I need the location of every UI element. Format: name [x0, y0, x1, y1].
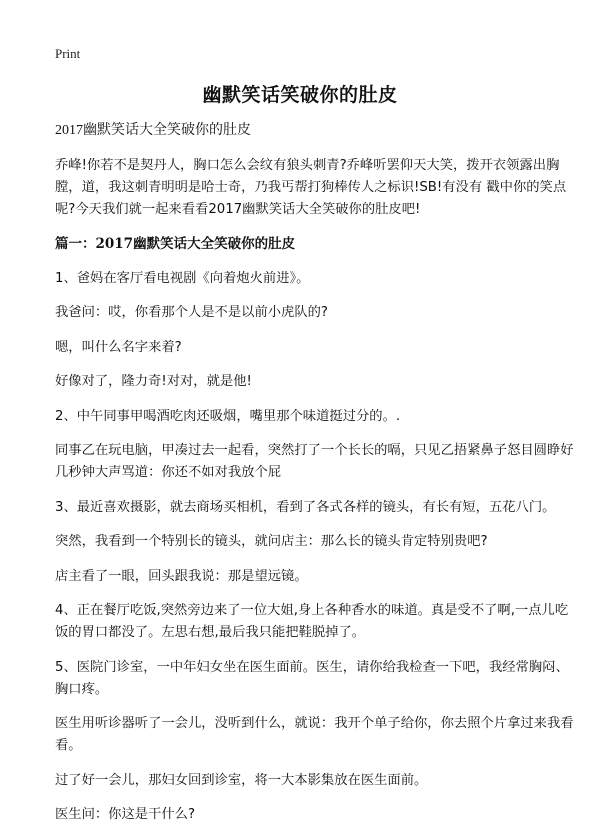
print-link[interactable]: Print — [55, 46, 81, 61]
paragraph: 嗯，叫什么名字来着? — [55, 339, 182, 355]
paragraph: 医生问：你这是干什么? — [55, 807, 196, 822]
paragraph: 我爸问：哎，你看那个人是不是以前小虎队的? — [55, 305, 328, 320]
page-title: 幽默笑话笑破你的肚皮 — [202, 84, 398, 106]
intro-paragraph: 乔峰!你若不是契丹人，胸口怎么会纹有狼头刺青?乔峰听罢仰天大笑，拨开衣领露出胸膛，道，我这刺青明明是哈士奇，乃我丐帮打狗棒传人之标识!SB!有没有 戳中你的笑点呢?今天我们就一起来看看2017幽默笑话大全笑破你的肚皮吧! — [55, 157, 567, 217]
paragraph: 1、爸妈在客厅看电视剧《向着炮火前进》。 — [55, 270, 310, 286]
paragraph: 突然，我看到一个特别长的镜头，就问店主：那么长的镜头肯定特别贵吧? — [55, 534, 488, 549]
paragraph: 好像对了，隆力奇!对对，就是他! — [55, 374, 252, 389]
article-body — [55, 120, 575, 839]
paragraph: 3、最近喜欢摄影，就去商场买相机，看到了各式各样的镜头，有长有短，五花八门。 — [55, 499, 556, 515]
paragraph: 店主看了一眼，回头跟我说：那是望远镜。 — [55, 568, 308, 584]
section-heading: 篇一：2017幽默笑话大全笑破你的肚皮 — [55, 236, 296, 252]
paragraph: 4、正在餐厅吃饭,突然旁边来了一位大姐,身上各种香水的味道。真是受不了啊,一点儿吃饭的胃口都没了。左思右想,最后我只能把鞋脱掉了。 — [55, 603, 569, 640]
article-subtitle: 2017幽默笑话大全笑破你的肚皮 — [55, 123, 251, 138]
paragraph: 5、医院门诊室，一中年妇女坐在医生面前。医生，请你给我检查一下吧，我经常胸闷、胸口疼。 — [55, 659, 569, 697]
paragraph: 医生用听诊器听了一会儿，没听到什么，就说：我开个单子给你，你去照个片拿过来我看看。 — [55, 716, 574, 753]
paragraph: 2、中午同事甲喝酒吃肉还吸烟，嘴里那个味道挺过分的。. — [55, 408, 401, 424]
paragraph: 过了好一会儿，那妇女回到诊室，将一大本影集放在医生面前。 — [55, 772, 428, 788]
paragraph: 同事乙在玩电脑，甲凑过去一起看，突然打了一个长长的嗝，只见乙捂紧鼻子怒目圆睁好几秒钟大声骂道：你还不如对我放个屁 — [55, 443, 574, 480]
